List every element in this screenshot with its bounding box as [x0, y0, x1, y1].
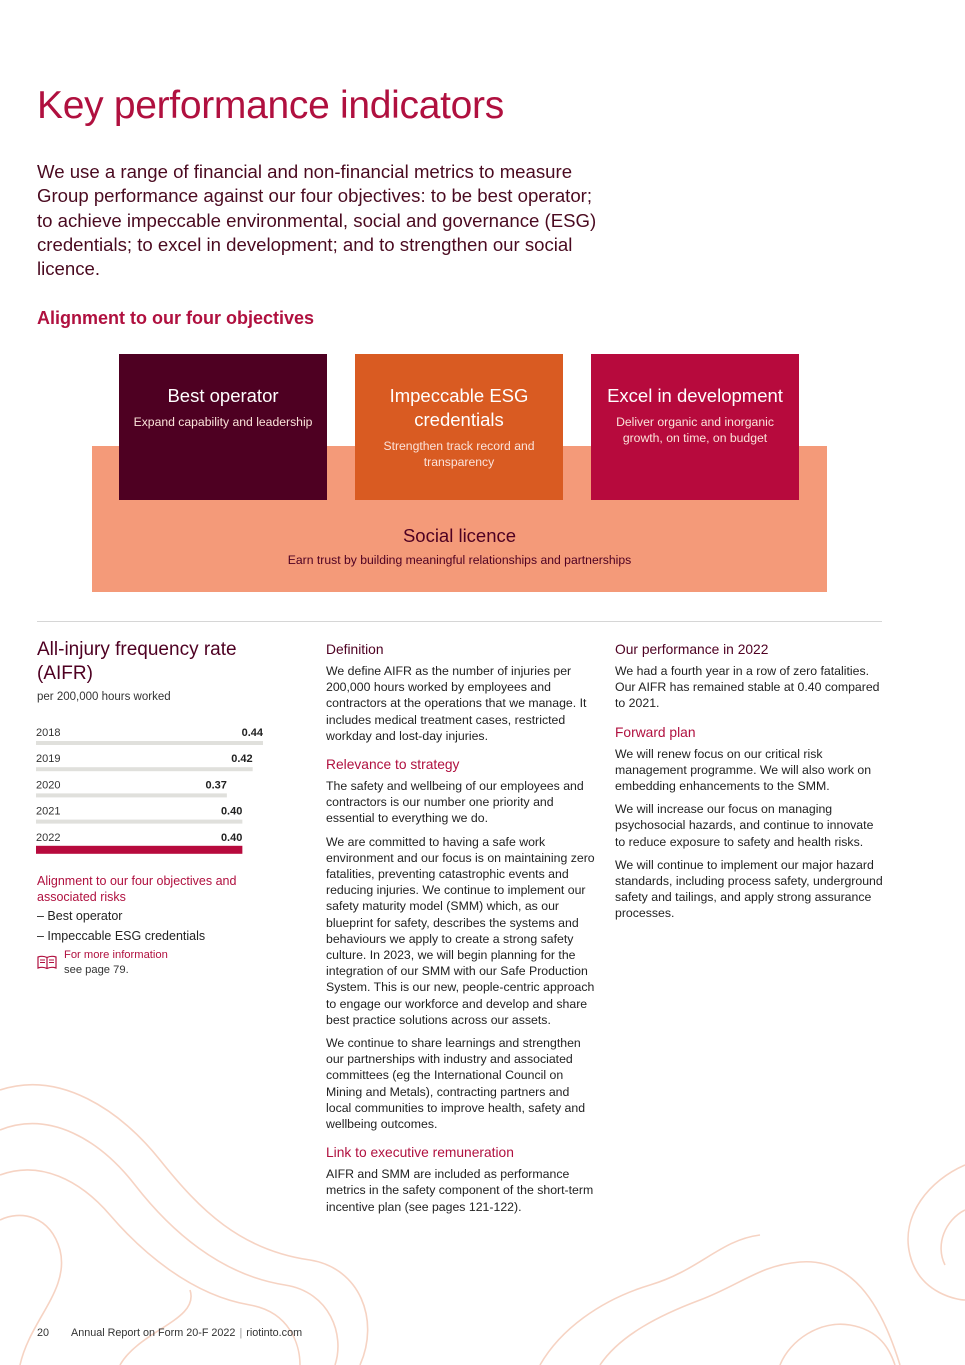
right-column — [615, 641, 885, 929]
aifr-bar-2020 — [36, 793, 227, 797]
year-label: 2022 — [36, 831, 61, 844]
year-label: 2019 — [36, 753, 61, 766]
aifr-chart-svg — [36, 720, 276, 860]
objective-title: Impeccable ESG credentials — [389, 385, 529, 430]
objective-title: Best operator — [167, 385, 279, 406]
forward-plan-paragraph: We will renew focus on our critical risk management programme. We will also work on embedding enhancements to the SMM. — [615, 746, 872, 794]
year-label: 2020 — [36, 779, 61, 792]
more-info-page-ref: see page 79. — [64, 964, 129, 976]
website-link[interactable]: riotinto.com — [246, 1327, 303, 1339]
remuneration-text: AIFR and SMM are included as performance metrics in the safety component of the short-term incentive plan (see pages 121-122). — [326, 1167, 594, 1214]
book-icon — [37, 955, 57, 970]
forward-plan-paragraph: We will increase our focus on managing psychosocial hazards, and continue to innovate to reduce exposure to safety and health risks. — [615, 802, 874, 849]
alignment-list — [37, 906, 277, 946]
alignment-heading: Alignment to our four objectives and associated risks — [37, 874, 237, 904]
value-label: 0.42 — [231, 753, 253, 766]
section-divider — [37, 621, 882, 622]
value-label: 0.37 — [205, 779, 227, 792]
objective-subtitle: Strengthen track record and transparency — [383, 439, 535, 469]
aifr-bar-2022 — [36, 846, 242, 854]
objective-subtitle: Expand capability and leadership — [133, 415, 313, 429]
page-title: Key performance indicators — [37, 84, 504, 127]
intro-paragraph: We use a range of financial and non-financial metrics to measure Group performance against our four objectives: to be best operator; to achieve impeccable environmental, social and governance (ESG) credentials; to excel in development; and to strengthen our social licence. — [37, 161, 597, 280]
aifr-bar-2018 — [36, 741, 263, 745]
year-label: 2018 — [36, 727, 61, 739]
list-item: – Best operator — [37, 909, 123, 923]
aifr-bar-chart — [36, 720, 276, 860]
value-label: 0.40 — [220, 831, 243, 844]
relevance-paragraph: We are committed to having a safe work environment and our focus is on maintaining zero fatalities, preventing catastrophic events and reducing injuries. We continue to implement our safety maturity model (SMM) which, as our blueprint for safety, describes the systems and behaviours we apply to create a strong safety culture. In 2023, we will begin planning for the integration of our SMM with our Safe Production System. This is our new, people-centric approach to engage our workforce and develop and share best practice solutions across our assets. — [326, 834, 595, 1027]
list-item: – Impeccable ESG credentials — [37, 929, 206, 943]
aifr-bar-2019 — [36, 767, 253, 771]
middle-column — [326, 641, 596, 1222]
year-label: 2021 — [36, 805, 61, 818]
performance-heading: Our performance in 2022 — [615, 642, 769, 657]
remuneration-heading: Link to executive remuneration — [326, 1145, 514, 1161]
objective-subtitle: Deliver organic and inorganic growth, on time, on budget — [616, 415, 774, 445]
definition-text: We define AIFR as the number of injuries per 200,000 hours worked by employees and contractors at the operations that we manage. It includes medical treatment cases, restricted workday and lost-day injuries. — [326, 664, 587, 743]
objective-best-operator — [119, 354, 327, 500]
value-label: 0.44 — [241, 727, 263, 739]
kpi-unit: per 200,000 hours worked — [37, 691, 171, 703]
objective-impeccable-esg — [355, 354, 563, 500]
objective-excel-development — [591, 354, 799, 500]
page-footer — [37, 1327, 302, 1339]
social-licence-title: Social licence — [402, 525, 517, 546]
footer-separator: | — [239, 1327, 243, 1339]
performance-text: We had a fourth year in a row of zero fatalities. Our AIFR has remained stable at 0.40 compared to 2021. — [615, 664, 880, 711]
relevance-paragraph: The safety and wellbeing of our employees and contractors is our number one priority and essential to everything we do. — [326, 779, 584, 826]
report-title: Annual Report on Form 20-F 2022 — [71, 1327, 236, 1339]
forward-plan-heading: Forward plan — [615, 724, 696, 740]
definition-heading: Definition — [326, 642, 384, 657]
page-number: 20 — [37, 1327, 50, 1339]
aifr-bar-2021 — [36, 820, 242, 824]
objectives-subheading: Alignment to our four objectives — [37, 308, 315, 328]
value-label: 0.40 — [220, 805, 243, 818]
kpi-title: All-injury frequency rate (AIFR) — [37, 639, 237, 684]
more-info-label: For more information — [64, 949, 168, 961]
relevance-heading: Relevance to strategy — [326, 757, 460, 773]
relevance-paragraph: We continue to share learnings and strengthen our partnerships with industry and associated committees (eg the International Council on Mining and Metals), contracting partners and local communities to improve health, safety and wellbeing outcomes. — [326, 1036, 586, 1132]
forward-plan-paragraph: We will continue to implement our major hazard standards, including process safety, underground safety and tailings, and apply strong assurance processes. — [615, 857, 883, 921]
social-licence-subtitle: Earn trust by building meaningful relationships and partnerships — [287, 553, 632, 567]
objective-title: Excel in development — [607, 385, 783, 406]
